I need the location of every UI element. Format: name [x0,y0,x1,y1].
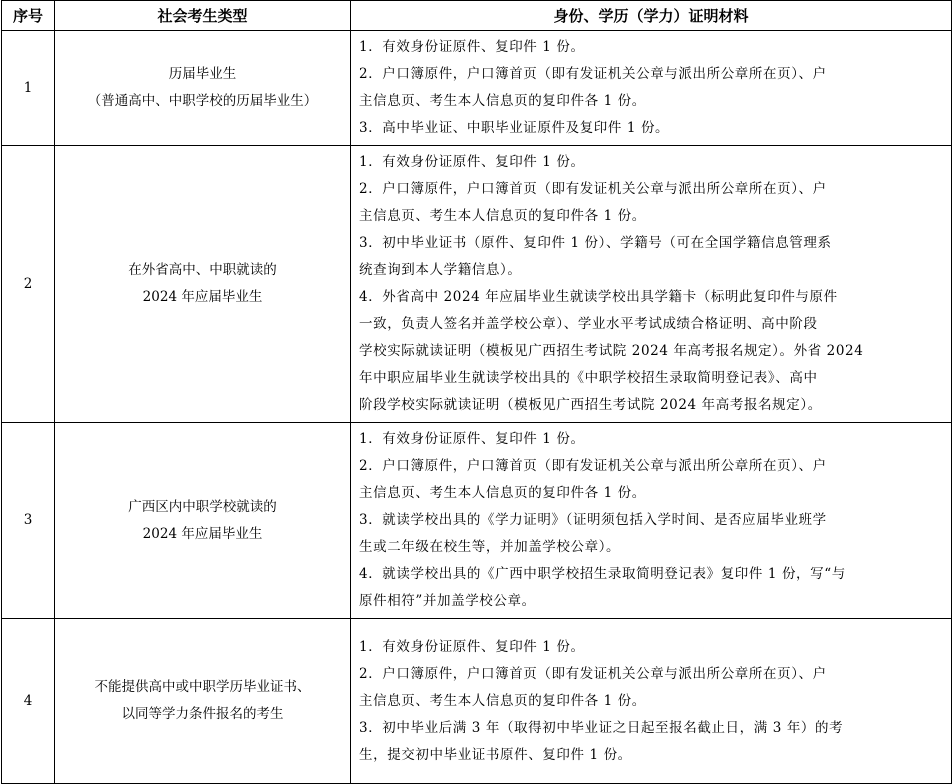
material-line: 年中职应届毕业生就读学校出具的《中职学校招生录取简明登记表》、高中 [359,370,818,386]
table-row [2,31,952,146]
type-line: （普通高中、中职学校的历届毕业生） [87,93,318,109]
row-index: 3 [2,423,55,619]
material-line: 统查询到本人学籍信息）。 [359,262,522,278]
header-index: 序号 [2,1,55,31]
row-index: 1 [2,31,55,146]
row-materials [351,31,952,146]
material-line: 一致，负责人签名并盖学校公章）、学业水平考试成绩合格证明、高中阶段 [359,316,818,332]
type-line: 在外省高中、中职就读的 [128,262,277,278]
type-line: 2024 年应届毕业生 [142,525,263,542]
material-line: 学校实际就读证明（模板见广西招生考试院 2024 年高考报名规定）。外省 2024 [359,343,864,359]
table-row [2,619,952,784]
material-line: 3．初中毕业后满 3 年（取得初中毕业证之日起至报名截止日，满 3 年）的考 [359,719,844,736]
material-line: 2．户口簿原件，户口簿首页（即有发证机关公章与派出所公章所在页）、户 [359,66,827,82]
material-line: 4．外省高中 2024 年应届毕业生就读学校出具学籍卡（标明此复印件与原件 [359,289,838,305]
material-line: 3．就读学校出具的《学力证明》（证明须包括入学时间、是否应届毕业班学 [359,512,827,528]
material-line: 1．有效身份证原件、复印件 1 份。 [359,638,585,655]
material-line: 2．户口簿原件，户口簿首页（即有发证机关公章与派出所公章所在页）、户 [359,665,827,682]
row-materials [351,423,952,619]
requirements-table [1,0,952,784]
material-line: 生或二年级在校生等，并加盖学校公章）。 [359,539,621,555]
material-line: 3．初中毕业证书（原件、复印件 1 份）、学籍号（可在全国学籍信息管理系 [359,235,832,251]
table-header-row [2,1,952,31]
material-line: 主信息页、考生本人信息页的复印件各 1 份。 [359,692,646,709]
type-line: 不能提供高中或中职学历毕业证书、 [94,679,311,695]
material-line: 1．有效身份证原件、复印件 1 份。 [359,154,585,170]
row-index: 4 [2,619,55,784]
material-line: 阶段学校实际就读证明（模板见广西招生考试院 2024 年高考报名规定）。 [359,397,822,413]
material-line: 原件相符”并加盖学校公章。 [359,593,536,609]
material-line: 4．就读学校出具的《广西中职学校招生录取简明登记表》复印件 1 份，写“与 [359,566,846,582]
header-materials: 身份、学历（学力）证明材料 [351,1,952,31]
row-type [55,31,351,146]
table-row [2,423,952,619]
row-index: 2 [2,146,55,423]
material-line: 主信息页、考生本人信息页的复印件各 1 份。 [359,208,646,224]
type-line: 2024 年应届毕业生 [142,289,263,305]
type-line: 广西区内中职学校就读的 [128,498,277,515]
material-line: 生，提交初中毕业证书原件、复印件 1 份。 [359,746,632,763]
row-type [55,619,351,784]
row-type [55,146,351,423]
material-line: 1．有效身份证原件、复印件 1 份。 [359,431,585,447]
material-line: 2．户口簿原件，户口簿首页（即有发证机关公章与派出所公章所在页）、户 [359,181,827,197]
material-line: 2．户口簿原件，户口簿首页（即有发证机关公章与派出所公章所在页）、户 [359,458,827,474]
type-line: 以同等学力条件报名的考生 [121,706,284,722]
row-type [55,423,351,619]
material-line: 主信息页、考生本人信息页的复印件各 1 份。 [359,485,646,501]
header-type: 社会考生类型 [55,1,351,31]
row-materials [351,146,952,423]
material-line: 主信息页、考生本人信息页的复印件各 1 份。 [359,93,646,109]
material-line: 3．高中毕业证、中职毕业证原件及复印件 1 份。 [359,120,670,136]
material-line: 1．有效身份证原件、复印件 1 份。 [359,39,585,55]
table-row [2,146,952,423]
row-materials [351,619,952,784]
type-line: 历届毕业生 [168,66,237,82]
